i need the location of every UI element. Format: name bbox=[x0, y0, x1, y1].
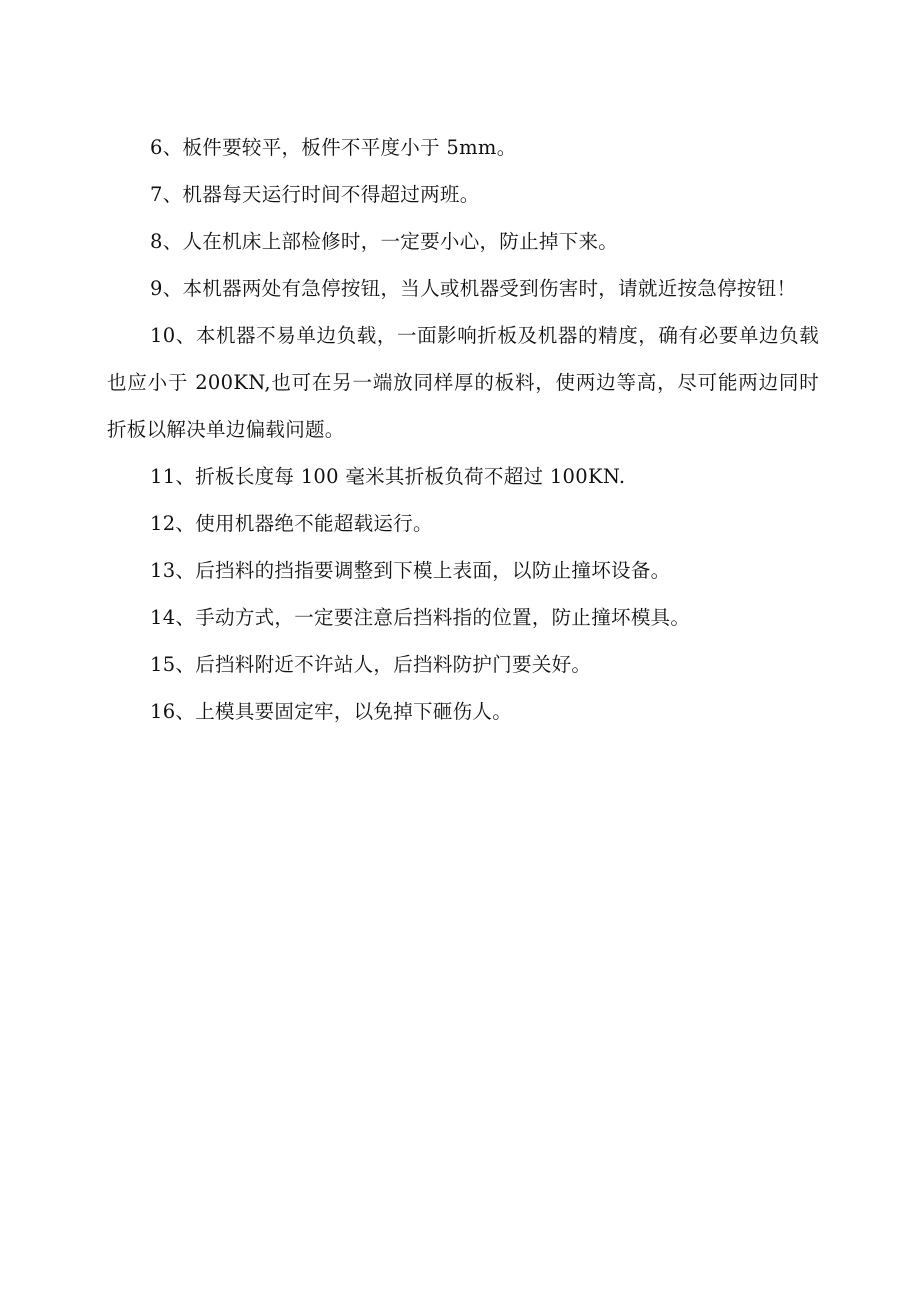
instruction-item-6: 6、板件要较平，板件不平度小于 5mm。 bbox=[150, 136, 517, 159]
instruction-item-8: 8、人在机床上部检修时，一定要小心，防止掉下来。 bbox=[150, 230, 619, 253]
instruction-item-7: 7、机器每天运行时间不得超过两班。 bbox=[150, 183, 480, 206]
instruction-item-12: 12、使用机器绝不能超载运行。 bbox=[150, 512, 433, 535]
instruction-item-13: 13、后挡料的挡指要调整到下模上表面，以防止撞坏设备。 bbox=[150, 559, 671, 582]
instruction-item-10: 10、本机器不易单边负载，一面影响折板及机器的精度，确有必要单边负载也应小于 200KN,也可在另一端放同样厚的板料，使两边等高，尽可能两边同时折板以解决单边偏载问题。 bbox=[107, 324, 819, 441]
instruction-item-11: 11、折板长度每 100 毫米其折板负荷不超过 100KN. bbox=[150, 465, 626, 488]
instruction-item-9: 9、本机器两处有急停按钮，当人或机器受到伤害时，请就近按急停按钮！ bbox=[150, 277, 797, 300]
instruction-item-15: 15、后挡料附近不许站人，后挡料防护门要关好。 bbox=[150, 653, 592, 676]
safety-instructions-list bbox=[107, 124, 819, 735]
instruction-item-16: 16、上模具要固定牢，以免掉下砸伤人。 bbox=[150, 700, 513, 723]
instruction-item-14: 14、手动方式，一定要注意后挡料指的位置，防止撞坏模具。 bbox=[150, 606, 691, 629]
